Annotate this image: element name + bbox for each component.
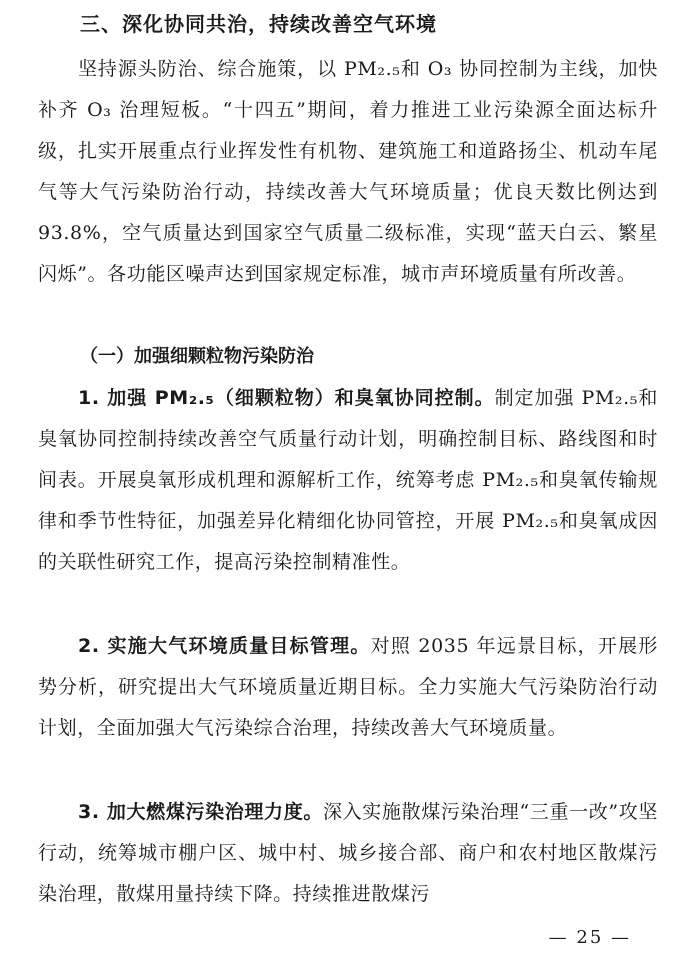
section-heading: 三、深化协同共治，持续改善空气环境 — [80, 12, 437, 36]
item-text-1: 制定加强 PM₂.₅和臭氧协同控制持续改善空气质量行动计划，明确控制目标、路线图和时间表。开展臭氧形成机理和源解析工作，统筹考虑 PM₂.₅和臭氧传输规律和季节性特征，加强差异化精细化协同管控，开展 PM₂.₅和臭氧成因的关联性研究工作，提高污染控制精准性。 — [38, 387, 658, 573]
item-lead-3: 3. 加大燃煤污染治理力度。 — [78, 801, 323, 823]
item-text-3: 深入实施散煤污染治理“三重一改”攻坚行动，统筹城市棚户区、城中村、城乡接合部、商户和农村地区散煤污染治理，散煤用量持续下降。持续推进散煤污 — [38, 801, 658, 905]
item-paragraph-1 — [38, 378, 658, 583]
intro-paragraph: 坚持源头防治、综合施策，以 PM₂.₅和 O₃ 协同控制为主线，加快补齐 O₃ 治理短板。“十四五”期间，着力推进工业污染源全面达标升级，扎实开展重点行业挥发性有机物、建筑施工和道路扬尘、机动车尾气等大气污染防治行动，持续改善大气环境质量；优良天数比例达到 93.8%，空气质量达到国家空气质量二级标准，实现“蓝天白云、繁星闪烁”。各功能区噪声达到国家规定标准，城市声环境质量有所改善。 — [38, 58, 658, 285]
item-text-2: 对照 2035 年远景目标，开展形势分析，研究提出大气环境质量近期目标。全力实施大气污染防治行动计划，全面加强大气污染综合治理，持续改善大气环境质量。 — [38, 635, 658, 739]
item-paragraph-2 — [38, 626, 658, 749]
item-lead-2: 2. 实施大气环境质量目标管理。 — [78, 635, 371, 657]
page-number: — 25 — — [548, 927, 631, 948]
item-paragraph-3 — [38, 792, 658, 915]
subsection-title: （一）加强细颗粒物污染防治 — [80, 346, 314, 367]
item-lead-1: 1. 加强 PM₂.₅（细颗粒物）和臭氧协同控制。 — [78, 387, 495, 409]
